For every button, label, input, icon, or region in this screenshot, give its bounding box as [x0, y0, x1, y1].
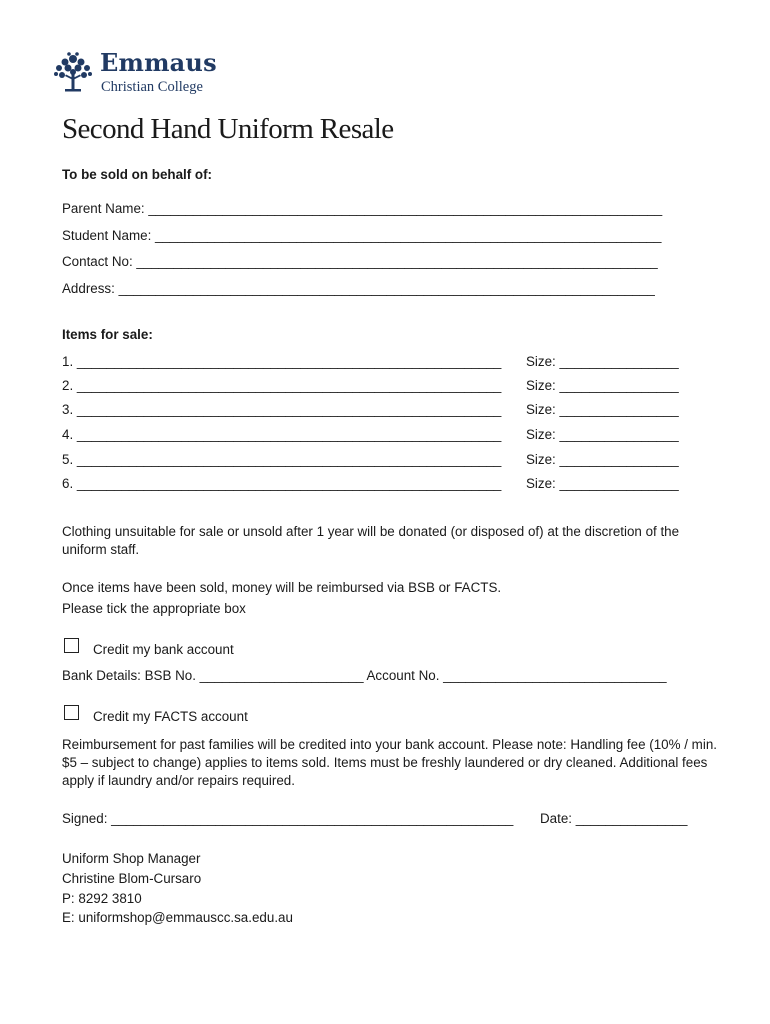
student-name-field[interactable]: Student Name: ____________________________________________________________________ [62, 228, 662, 243]
contact-no-field[interactable]: Contact No: ______________________________________________________________________ [62, 254, 658, 269]
logo-subtitle: Christian College [101, 79, 203, 95]
item-size-field[interactable]: Size: ________________ [526, 354, 679, 369]
item-field[interactable]: 6. _________________________________________________________ [62, 476, 502, 491]
facts-account-checkbox[interactable] [64, 705, 79, 720]
item-field[interactable]: 3. _________________________________________________________ [62, 402, 502, 417]
bank-details-field[interactable]: Bank Details: BSB No. ______________________ Account No. ______________________________ [62, 668, 667, 683]
bank-account-label: Credit my bank account [93, 642, 234, 657]
item-field[interactable]: 2. _________________________________________________________ [62, 378, 502, 393]
college-logo [52, 48, 232, 98]
page-title: Second Hand Uniform Resale [62, 113, 394, 145]
date-field[interactable]: Date: _______________ [540, 811, 688, 826]
donation-note: Clothing unsuitable for sale or unsold after 1 year will be donated (or disposed of) at the discretion of the uniform staff. [62, 524, 680, 557]
tree-icon [52, 50, 94, 96]
item-size-field[interactable]: Size: ________________ [526, 476, 679, 491]
signed-field[interactable]: Signed: ______________________________________________________ [62, 811, 514, 826]
item-field[interactable]: 4. _________________________________________________________ [62, 427, 502, 442]
item-field[interactable]: 5. _________________________________________________________ [62, 452, 502, 467]
item-field[interactable]: 1. _________________________________________________________ [62, 354, 502, 369]
reimburse-line-2: Please tick the appropriate box [62, 601, 246, 616]
contact-role: Uniform Shop Manager [62, 851, 201, 866]
contact-phone: P: 8292 3810 [62, 891, 142, 906]
bank-account-checkbox[interactable] [64, 638, 79, 653]
contact-name: Christine Blom-Cursaro [62, 871, 202, 886]
item-size-field[interactable]: Size: ________________ [526, 452, 679, 467]
logo-name: Emmaus [100, 48, 217, 77]
parent-name-field[interactable]: Parent Name: _____________________________________________________________________ [62, 201, 663, 216]
on-behalf-heading: To be sold on behalf of: [62, 167, 213, 182]
fee-note: Reimbursement for past families will be credited into your bank account. Please note: Handling fee (10% / min. $5 – subject to change) applies to items sold. Items must be freshly laundered or dry cleaned. Additional fees apply if laundry and/or repairs required. [62, 737, 717, 788]
item-size-field[interactable]: Size: ________________ [526, 427, 679, 442]
item-size-field[interactable]: Size: ________________ [526, 378, 679, 393]
facts-account-label: Credit my FACTS account [93, 709, 248, 724]
reimburse-line-1: Once items have been sold, money will be reimbursed via BSB or FACTS. [62, 580, 502, 595]
items-heading: Items for sale: [62, 327, 153, 342]
address-field[interactable]: Address: ________________________________________________________________________ [62, 281, 655, 296]
contact-email[interactable]: E: uniformshop@emmauscc.sa.edu.au [62, 910, 293, 925]
item-size-field[interactable]: Size: ________________ [526, 402, 679, 417]
